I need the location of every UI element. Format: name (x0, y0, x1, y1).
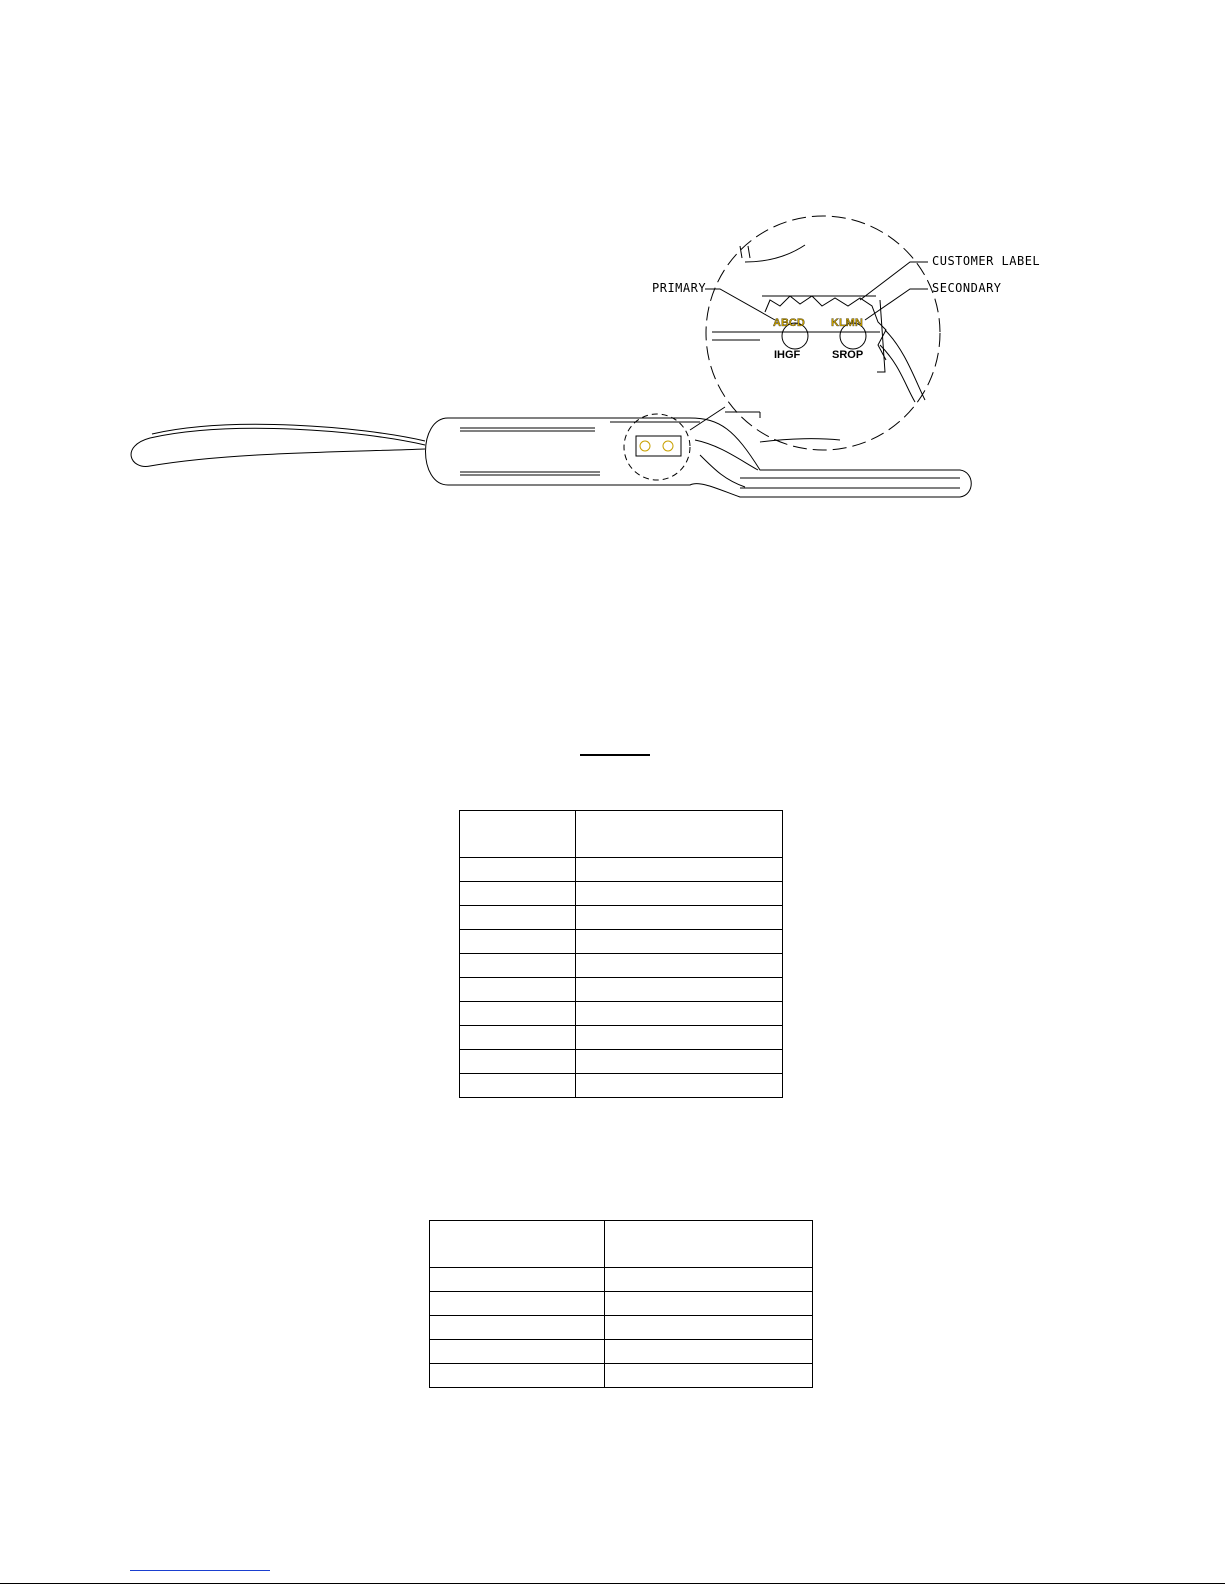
secondary-callout: SECONDARY (932, 281, 1002, 295)
secondary-dial-bottom-letters: SROP (832, 349, 864, 361)
table-row (460, 1026, 783, 1050)
table-header-cell (430, 1221, 605, 1268)
table-cell (605, 1316, 813, 1340)
table-cell (605, 1364, 813, 1388)
table-row (460, 930, 783, 954)
detail-circle-small (624, 414, 690, 480)
table-cell (605, 1268, 813, 1292)
table-header-row (430, 1221, 813, 1268)
table-row (460, 906, 783, 930)
secondary-leader (865, 289, 928, 320)
device-drawing (0, 0, 1225, 560)
table-row (460, 1050, 783, 1074)
table-row (460, 1002, 783, 1026)
primary-leader (705, 289, 775, 320)
table-header-cell (460, 811, 576, 858)
table-title-underline (580, 754, 650, 756)
table-cell (576, 1050, 783, 1074)
table-row (460, 882, 783, 906)
table-cell (430, 1340, 605, 1364)
table-cell (460, 1074, 576, 1098)
customer-label-leader (860, 262, 928, 300)
table-cell (460, 978, 576, 1002)
table-cell (430, 1268, 605, 1292)
primary-dial-top-letters: ABCD (773, 317, 805, 329)
table-cell (460, 1002, 576, 1026)
table-cell (460, 1026, 576, 1050)
table-cell (605, 1340, 813, 1364)
table-cell (460, 882, 576, 906)
table-cell (460, 858, 576, 882)
wrist-strap (131, 428, 425, 466)
table-header-row (460, 811, 783, 858)
primary-dial-bottom-letters: IHGF (774, 349, 801, 361)
table-cell (460, 906, 576, 930)
table-cell (430, 1292, 605, 1316)
table-row (430, 1364, 813, 1388)
table-cell (576, 954, 783, 978)
secondary-dial-top-letters: KLMN (831, 317, 863, 329)
table-cell (576, 906, 783, 930)
table-cell (576, 1002, 783, 1026)
table-2 (429, 1220, 813, 1388)
table-row (430, 1316, 813, 1340)
table-row (460, 1074, 783, 1098)
table-cell (460, 930, 576, 954)
table-cell (430, 1364, 605, 1388)
table-header-cell (576, 811, 783, 858)
table-row (460, 858, 783, 882)
table-cell (576, 858, 783, 882)
footer-rule (0, 1583, 1225, 1584)
table-1 (459, 810, 783, 1098)
table-header-cell (605, 1221, 813, 1268)
primary-callout: PRIMARY (652, 281, 707, 295)
table-row (460, 978, 783, 1002)
table-cell (576, 1026, 783, 1050)
footer-link[interactable] (130, 1570, 270, 1571)
table-cell (576, 978, 783, 1002)
customer-label-callout: CUSTOMER LABEL (932, 254, 1041, 268)
table-row (430, 1268, 813, 1292)
table-cell (576, 882, 783, 906)
table-cell (430, 1316, 605, 1340)
table-row (430, 1292, 813, 1316)
table-cell (460, 954, 576, 978)
table-cell (605, 1292, 813, 1316)
table-cell (460, 1050, 576, 1074)
table-row (430, 1340, 813, 1364)
table-cell (576, 1074, 783, 1098)
table-row (460, 954, 783, 978)
table-cell (576, 930, 783, 954)
